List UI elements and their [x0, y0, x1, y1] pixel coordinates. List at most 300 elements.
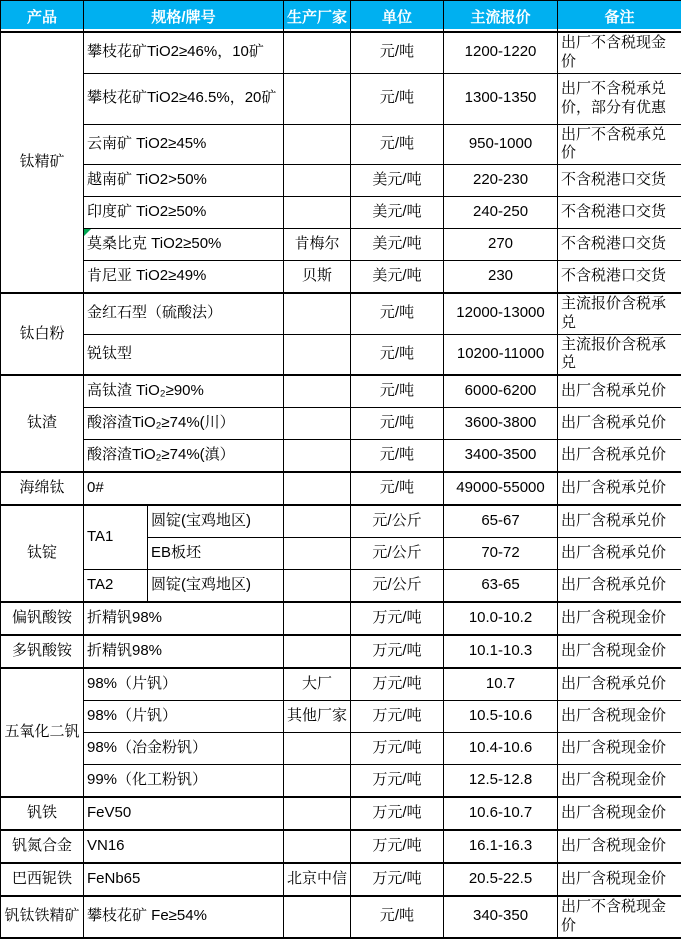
unit-cell [351, 229, 444, 261]
price-cell-text: 10200-11000 [457, 345, 544, 362]
header-row [1, 1, 681, 33]
spec-cell-text: 折精钒98% [87, 642, 162, 659]
manufacturer-cell [284, 701, 351, 733]
note-cell-text: 出厂含税现金价 [561, 739, 666, 756]
manufacturer-cell [284, 570, 351, 603]
price-cell-text: 6000-6200 [465, 382, 537, 399]
spec-cell-text: 云南矿 TiO2≥45% [87, 135, 206, 152]
price-cell [444, 197, 558, 229]
unit-cell [351, 32, 444, 73]
note-cell [558, 293, 681, 334]
price-cell-text: 70-72 [481, 544, 519, 561]
price-cell-text: 230 [488, 267, 513, 284]
note-cell-text: 出厂含税现金价 [561, 707, 666, 724]
header-spec-label: 规格/牌号 [151, 9, 215, 26]
price-cell [444, 440, 558, 473]
table-row [1, 375, 681, 408]
price-cell [444, 701, 558, 733]
table-row [1, 32, 681, 73]
unit-cell-text: 万元/吨 [372, 837, 421, 854]
unit-cell [351, 538, 444, 570]
unit-cell-text: 元/吨 [380, 43, 414, 60]
note-cell-text: 出厂不含税承兑价 [561, 126, 666, 162]
table-row [1, 570, 681, 603]
manufacturer-cell [284, 165, 351, 197]
price-cell [444, 668, 558, 701]
price-cell [444, 472, 558, 505]
table-row [1, 765, 681, 798]
unit-cell-text: 元/公斤 [372, 576, 421, 593]
price-cell-text: 1300-1350 [465, 89, 537, 106]
table-row [1, 602, 681, 635]
manufacturer-cell [284, 73, 351, 124]
note-cell [558, 701, 681, 733]
spec-detail-cell [148, 505, 284, 538]
price-cell [444, 229, 558, 261]
price-cell-text: 3600-3800 [465, 414, 537, 431]
price-cell [444, 293, 558, 334]
unit-cell [351, 124, 444, 165]
note-cell-text: 出厂含税现金价 [561, 804, 666, 821]
unit-cell [351, 261, 444, 294]
table-row [1, 830, 681, 863]
spec-cell-text: 肯尼亚 TiO2≥49% [87, 267, 206, 284]
note-cell [558, 668, 681, 701]
spec-cell [84, 733, 284, 765]
price-cell-text: 240-250 [473, 203, 528, 220]
product-cell-text: 钒铁 [27, 804, 57, 821]
table-row [1, 293, 681, 334]
product-cell [1, 896, 84, 938]
unit-cell-text: 元/吨 [380, 89, 414, 106]
manufacturer-cell [284, 408, 351, 440]
note-cell-text: 出厂含税承兑价 [561, 576, 666, 593]
unit-cell-text: 万元/吨 [372, 739, 421, 756]
spec-detail-cell-text: EB板坯 [151, 544, 201, 561]
unit-cell-text: 元/吨 [380, 135, 414, 152]
header-price-label: 主流报价 [471, 9, 531, 26]
spec-cell [84, 165, 284, 197]
header-price [444, 1, 558, 33]
note-cell-text: 主流报价含税承兑 [561, 336, 666, 372]
note-cell-text: 不含税港口交货 [561, 235, 666, 252]
spec-cell-text: 锐钛型 [87, 345, 132, 362]
manufacturer-cell [284, 261, 351, 294]
product-cell [1, 863, 84, 896]
note-cell-text: 出厂含税现金价 [561, 642, 666, 659]
price-cell [444, 334, 558, 375]
unit-cell-text: 美元/吨 [372, 235, 421, 252]
unit-cell [351, 165, 444, 197]
table-body [1, 32, 681, 938]
manufacturer-cell [284, 896, 351, 938]
unit-cell-text: 万元/吨 [372, 609, 421, 626]
table-row [1, 124, 681, 165]
note-cell [558, 408, 681, 440]
price-cell-text: 10.5-10.6 [469, 707, 532, 724]
product-cell-text: 多钒酸铵 [12, 642, 72, 659]
unit-cell-text: 万元/吨 [372, 707, 421, 724]
note-cell-text: 出厂含税现金价 [561, 837, 666, 854]
spec-cell [84, 32, 284, 73]
unit-cell-text: 美元/吨 [372, 203, 421, 220]
manufacturer-cell [284, 229, 351, 261]
manufacturer-cell [284, 375, 351, 408]
note-cell [558, 165, 681, 197]
price-cell-text: 65-67 [481, 512, 519, 529]
product-cell [1, 375, 84, 472]
manufacturer-cell [284, 440, 351, 473]
note-cell [558, 375, 681, 408]
unit-cell [351, 635, 444, 668]
price-cell-text: 49000-55000 [456, 479, 544, 496]
table-row [1, 635, 681, 668]
price-cell-text: 10.0-10.2 [469, 609, 532, 626]
note-cell-text: 出厂含税承兑价 [561, 414, 666, 431]
unit-cell [351, 73, 444, 124]
price-cell [444, 124, 558, 165]
product-cell [1, 472, 84, 505]
note-cell-text: 主流报价含税承兑 [561, 295, 666, 331]
unit-cell-text: 美元/吨 [372, 267, 421, 284]
unit-cell [351, 863, 444, 896]
unit-cell-text: 元/吨 [380, 446, 414, 463]
unit-cell-text: 元/吨 [380, 907, 414, 924]
unit-cell-text: 元/吨 [380, 345, 414, 362]
product-cell [1, 602, 84, 635]
note-cell [558, 635, 681, 668]
unit-cell [351, 570, 444, 603]
unit-cell [351, 197, 444, 229]
product-cell [1, 668, 84, 797]
header-product [1, 1, 84, 33]
spec-cell [84, 408, 284, 440]
note-cell-text: 出厂含税现金价 [561, 870, 666, 887]
note-cell-text: 出厂含税现金价 [561, 771, 666, 788]
grade-cell [84, 570, 148, 603]
manufacturer-cell [284, 797, 351, 830]
manufacturer-cell [284, 668, 351, 701]
unit-cell-text: 元/公斤 [372, 544, 421, 561]
product-cell-text: 五氧化二钒 [4, 723, 79, 740]
price-cell [444, 32, 558, 73]
manufacturer-cell [284, 293, 351, 334]
header-manufacturer-label: 生产厂家 [287, 9, 347, 26]
manufacturer-cell [284, 863, 351, 896]
product-cell-text: 巴西铌铁 [12, 870, 72, 887]
price-cell-text: 10.6-10.7 [469, 804, 532, 821]
manufacturer-cell [284, 505, 351, 538]
spec-cell [84, 635, 284, 668]
spec-cell [84, 863, 284, 896]
header-unit [351, 1, 444, 33]
spec-cell-text: 折精钒98% [87, 609, 162, 626]
spec-cell-text: 越南矿 TiO2>50% [87, 171, 207, 188]
manufacturer-cell [284, 765, 351, 798]
price-cell-text: 12.5-12.8 [469, 771, 532, 788]
note-cell-text: 出厂含税承兑价 [561, 446, 666, 463]
spec-cell-text: 98%（片钒） [87, 707, 177, 724]
manufacturer-cell-text: 肯梅尔 [295, 235, 340, 252]
unit-cell [351, 440, 444, 473]
note-cell-text: 不含税港口交货 [561, 171, 666, 188]
spec-detail-cell [148, 570, 284, 603]
note-cell [558, 797, 681, 830]
spec-detail-cell [148, 538, 284, 570]
spec-cell [84, 334, 284, 375]
unit-cell [351, 602, 444, 635]
spec-cell [84, 440, 284, 473]
spec-cell [84, 896, 284, 938]
price-cell-text: 20.5-22.5 [469, 870, 532, 887]
spec-cell-text: 酸溶渣TiO₂≥74%(滇） [87, 446, 235, 463]
price-cell-text: 12000-13000 [456, 304, 544, 321]
note-cell-text: 出厂不含税现金价 [561, 898, 666, 934]
price-cell-text: 1200-1220 [465, 43, 537, 60]
price-cell [444, 733, 558, 765]
manufacturer-cell [284, 334, 351, 375]
price-cell-text: 63-65 [481, 576, 519, 593]
spec-cell [84, 472, 284, 505]
product-cell [1, 830, 84, 863]
table-row [1, 440, 681, 473]
spec-cell-text: 0# [87, 479, 104, 496]
table-row [1, 863, 681, 896]
product-cell [1, 635, 84, 668]
table-row [1, 701, 681, 733]
spec-cell-text: 金红石型（硫酸法） [87, 304, 222, 321]
table-row [1, 229, 681, 261]
product-cell-text: 海绵钛 [19, 479, 64, 496]
price-cell-text: 10.1-10.3 [469, 642, 532, 659]
unit-cell [351, 375, 444, 408]
manufacturer-cell [284, 635, 351, 668]
product-cell-text: 钒钛铁精矿 [4, 907, 79, 924]
note-cell [558, 896, 681, 938]
product-cell-text: 钛白粉 [19, 325, 64, 342]
price-cell [444, 635, 558, 668]
spec-cell [84, 197, 284, 229]
manufacturer-cell [284, 602, 351, 635]
spec-cell [84, 124, 284, 165]
spec-cell-text: 99%（化工粉钒） [87, 771, 207, 788]
header-spec [84, 1, 284, 33]
spec-cell-text: FeNb65 [87, 870, 140, 887]
manufacturer-cell-text: 北京中信 [287, 870, 347, 887]
manufacturer-cell-text: 大厂 [302, 675, 332, 692]
price-cell [444, 505, 558, 538]
grade-cell-text: TA1 [87, 528, 113, 545]
table-row [1, 165, 681, 197]
spec-cell-text: 酸溶渣TiO₂≥74%(川） [87, 414, 235, 431]
price-cell [444, 863, 558, 896]
header-note-label: 备注 [605, 9, 635, 26]
note-cell-text: 出厂不含税承兑价，部分有优惠 [561, 80, 666, 116]
spec-cell-text: FeV50 [87, 804, 131, 821]
price-cell [444, 765, 558, 798]
price-cell-text: 270 [488, 235, 513, 252]
spec-cell [84, 668, 284, 701]
product-cell [1, 797, 84, 830]
table-row [1, 472, 681, 505]
spec-cell-text: 98%（片钒） [87, 675, 177, 692]
note-cell [558, 505, 681, 538]
unit-cell-text: 万元/吨 [372, 675, 421, 692]
spec-cell-text: 高钛渣 TiO₂≥90% [87, 382, 204, 399]
note-cell [558, 830, 681, 863]
price-cell [444, 602, 558, 635]
price-cell [444, 408, 558, 440]
note-cell [558, 440, 681, 473]
table-row [1, 73, 681, 124]
unit-cell [351, 293, 444, 334]
note-cell [558, 261, 681, 294]
unit-cell [351, 830, 444, 863]
unit-cell-text: 元/吨 [380, 414, 414, 431]
manufacturer-cell [284, 32, 351, 73]
product-cell [1, 293, 84, 375]
note-cell [558, 602, 681, 635]
product-cell-text: 钛锭 [27, 544, 57, 561]
spec-cell-text: 莫桑比克 TiO2≥50% [87, 235, 221, 252]
price-cell-text: 220-230 [473, 171, 528, 188]
price-cell [444, 165, 558, 197]
table-row [1, 334, 681, 375]
spec-cell-text: 98%（冶金粉钒） [87, 739, 207, 756]
table-row [1, 408, 681, 440]
spec-cell-text: 攀枝花矿 Fe≥54% [87, 907, 207, 924]
spec-cell [84, 830, 284, 863]
note-cell-text: 不含税港口交货 [561, 267, 666, 284]
table-row [1, 733, 681, 765]
note-cell [558, 570, 681, 603]
note-cell [558, 863, 681, 896]
price-cell-text: 950-1000 [469, 135, 532, 152]
spec-cell-text: 攀枝花矿TiO2≥46%，10矿 [87, 43, 264, 60]
price-cell [444, 797, 558, 830]
price-cell [444, 896, 558, 938]
spec-detail-cell-text: 圆锭(宝鸡地区) [151, 576, 251, 593]
note-cell-text: 出厂含税承兑价 [561, 512, 666, 529]
unit-cell [351, 797, 444, 830]
unit-cell-text: 元/吨 [380, 479, 414, 496]
price-cell-text: 10.7 [486, 675, 515, 692]
spec-detail-cell-text: 圆锭(宝鸡地区) [151, 512, 251, 529]
unit-cell [351, 334, 444, 375]
note-cell-text: 出厂含税承兑价 [561, 382, 666, 399]
price-cell-text: 16.1-16.3 [469, 837, 532, 854]
price-cell-text: 10.4-10.6 [469, 739, 532, 756]
header-manufacturer [284, 1, 351, 33]
unit-cell [351, 701, 444, 733]
header-unit-label: 单位 [382, 9, 412, 26]
spec-cell [84, 602, 284, 635]
comment-marker-icon [84, 229, 91, 236]
note-cell [558, 197, 681, 229]
price-cell [444, 570, 558, 603]
grade-cell-text: TA2 [87, 576, 113, 593]
price-cell [444, 73, 558, 124]
product-cell-text: 偏钒酸铵 [12, 609, 72, 626]
manufacturer-cell [284, 538, 351, 570]
unit-cell [351, 765, 444, 798]
product-cell [1, 505, 84, 602]
unit-cell-text: 万元/吨 [372, 804, 421, 821]
note-cell-text: 不含税港口交货 [561, 203, 666, 220]
price-cell-text: 3400-3500 [465, 446, 537, 463]
unit-cell [351, 896, 444, 938]
manufacturer-cell-text: 其他厂家 [287, 707, 347, 724]
product-cell-text: 钒氮合金 [12, 837, 72, 854]
manufacturer-cell [284, 124, 351, 165]
table-row [1, 197, 681, 229]
spec-cell-text: 印度矿 TiO2≥50% [87, 203, 206, 220]
spec-cell [84, 375, 284, 408]
spec-cell-text: 攀枝花矿TiO2≥46.5%，20矿 [87, 89, 276, 106]
note-cell [558, 73, 681, 124]
unit-cell [351, 472, 444, 505]
unit-cell-text: 元/吨 [380, 304, 414, 321]
table-row [1, 896, 681, 938]
header-product-label: 产品 [27, 9, 57, 26]
price-cell [444, 830, 558, 863]
unit-cell [351, 668, 444, 701]
unit-cell-text: 元/吨 [380, 382, 414, 399]
note-cell-text: 出厂含税承兑价 [561, 544, 666, 561]
unit-cell [351, 505, 444, 538]
table-row [1, 261, 681, 294]
spec-cell-text: VN16 [87, 837, 125, 854]
unit-cell-text: 万元/吨 [372, 870, 421, 887]
unit-cell-text: 美元/吨 [372, 171, 421, 188]
unit-cell-text: 万元/吨 [372, 642, 421, 659]
table-row [1, 797, 681, 830]
spec-cell [84, 261, 284, 294]
note-cell-text: 出厂含税承兑价 [561, 675, 666, 692]
spec-cell [84, 701, 284, 733]
header-note [558, 1, 681, 33]
unit-cell [351, 733, 444, 765]
spec-cell [84, 229, 284, 261]
note-cell [558, 32, 681, 73]
grade-cell [84, 505, 148, 570]
note-cell [558, 334, 681, 375]
unit-cell-text: 万元/吨 [372, 771, 421, 788]
table-row [1, 668, 681, 701]
note-cell [558, 733, 681, 765]
manufacturer-cell [284, 733, 351, 765]
product-cell-text: 钛精矿 [19, 153, 64, 170]
unit-cell [351, 408, 444, 440]
note-cell [558, 538, 681, 570]
note-cell-text: 出厂含税现金价 [561, 609, 666, 626]
manufacturer-cell [284, 197, 351, 229]
spec-cell [84, 293, 284, 334]
product-cell [1, 32, 84, 293]
table-row [1, 505, 681, 538]
manufacturer-cell [284, 830, 351, 863]
spec-cell [84, 797, 284, 830]
note-cell [558, 124, 681, 165]
price-cell-text: 340-350 [473, 907, 528, 924]
price-cell [444, 375, 558, 408]
unit-cell-text: 元/公斤 [372, 512, 421, 529]
note-cell-text: 出厂不含税现金价 [561, 34, 666, 70]
product-cell-text: 钛渣 [27, 414, 57, 431]
price-cell [444, 261, 558, 294]
price-cell [444, 538, 558, 570]
note-cell [558, 765, 681, 798]
